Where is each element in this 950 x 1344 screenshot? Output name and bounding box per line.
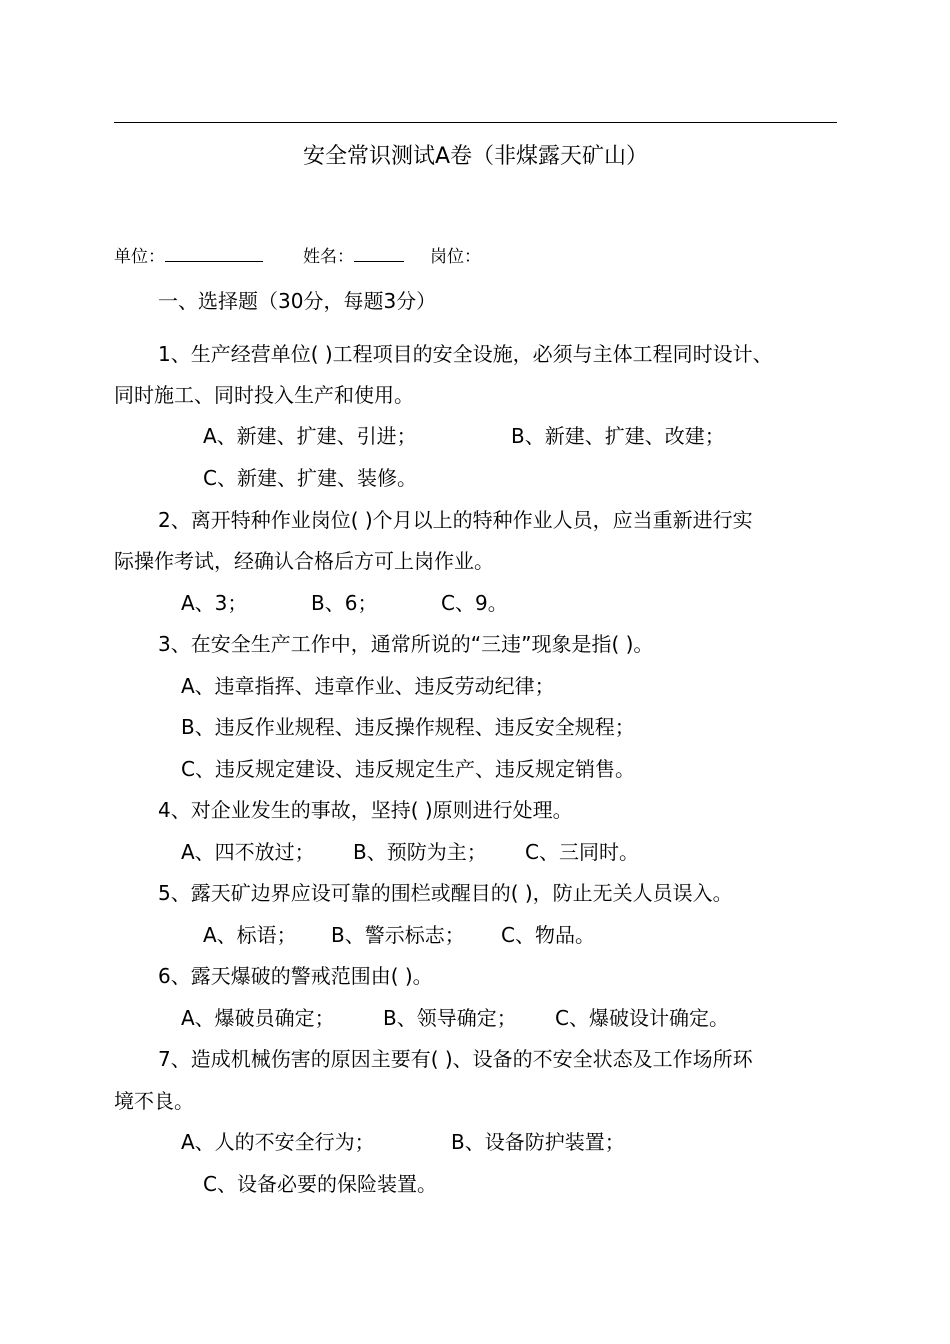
- q7-stem-line2: 境不良。: [114, 1089, 194, 1113]
- q1-option-b: B、新建、扩建、改建；: [511, 424, 725, 448]
- q5-option-b: B、警示标志；: [331, 923, 465, 947]
- name-label: 姓名：: [303, 247, 354, 267]
- name-blank[interactable]: [354, 243, 404, 262]
- q3-option-c: C、违反规定建设、违反规定生产、违反规定销售。: [181, 757, 635, 781]
- q2-stem-line2: 际操作考试，经确认合格后方可上岗作业。: [114, 549, 494, 573]
- q3-option-b: B、违反作业规程、违反操作规程、违反安全规程；: [181, 715, 635, 739]
- q5-option-a: A、标语；: [203, 923, 297, 947]
- q7-stem-line1: 7、造成机械伤害的原因主要有( )、设备的不安全状态及工作场所环: [158, 1047, 753, 1071]
- q6-option-a: A、爆破员确定；: [181, 1006, 335, 1030]
- post-label: 岗位：: [430, 247, 481, 267]
- q1-option-c: C、新建、扩建、装修。: [203, 466, 417, 490]
- section-heading: 一、选择题（30分，每题3分）: [158, 289, 437, 313]
- q1-stem-line1: 1、生产经营单位( )工程项目的安全设施，必须与主体工程同时设计、: [158, 342, 773, 366]
- q4-stem: 4、对企业发生的事故，坚持( )原则进行处理。: [158, 798, 573, 822]
- q2-option-b: B、6；: [311, 591, 378, 615]
- header-rule: [114, 122, 837, 123]
- q5-stem: 5、露天矿边界应设可靠的围栏或醒目的( )，防止无关人员误入。: [158, 881, 733, 905]
- q7-option-a: A、人的不安全行为；: [181, 1130, 375, 1154]
- q2-option-c: C、9。: [441, 591, 508, 615]
- unit-blank[interactable]: [165, 243, 263, 262]
- q7-option-b: B、设备防护装置；: [451, 1130, 625, 1154]
- q2-option-a: A、3；: [181, 591, 248, 615]
- info-row: [114, 243, 481, 271]
- q2-stem-line1: 2、离开特种作业岗位( )个月以上的特种作业人员，应当重新进行实: [158, 508, 753, 532]
- q1-option-a: A、新建、扩建、引进；: [203, 424, 417, 448]
- q1-stem-line2: 同时施工、同时投入生产和使用。: [114, 383, 414, 407]
- q7-option-c: C、设备必要的保险装置。: [203, 1172, 437, 1196]
- q4-option-a: A、四不放过；: [181, 840, 315, 864]
- q3-option-a: A、违章指挥、违章作业、违反劳动纪律；: [181, 674, 555, 698]
- q3-stem: 3、在安全生产工作中，通常所说的“三违”现象是指( )。: [158, 632, 654, 656]
- unit-label: 单位：: [114, 247, 165, 267]
- q4-option-c: C、三同时。: [525, 840, 639, 864]
- page-title: 安全常识测试A卷（非煤露天矿山）: [302, 144, 649, 169]
- q5-option-c: C、物品。: [501, 923, 595, 947]
- q6-option-b: B、领导确定；: [383, 1006, 517, 1030]
- q6-option-c: C、爆破设计确定。: [555, 1006, 729, 1030]
- q4-option-b: B、预防为主；: [353, 840, 487, 864]
- q6-stem: 6、露天爆破的警戒范围由( )。: [158, 964, 433, 988]
